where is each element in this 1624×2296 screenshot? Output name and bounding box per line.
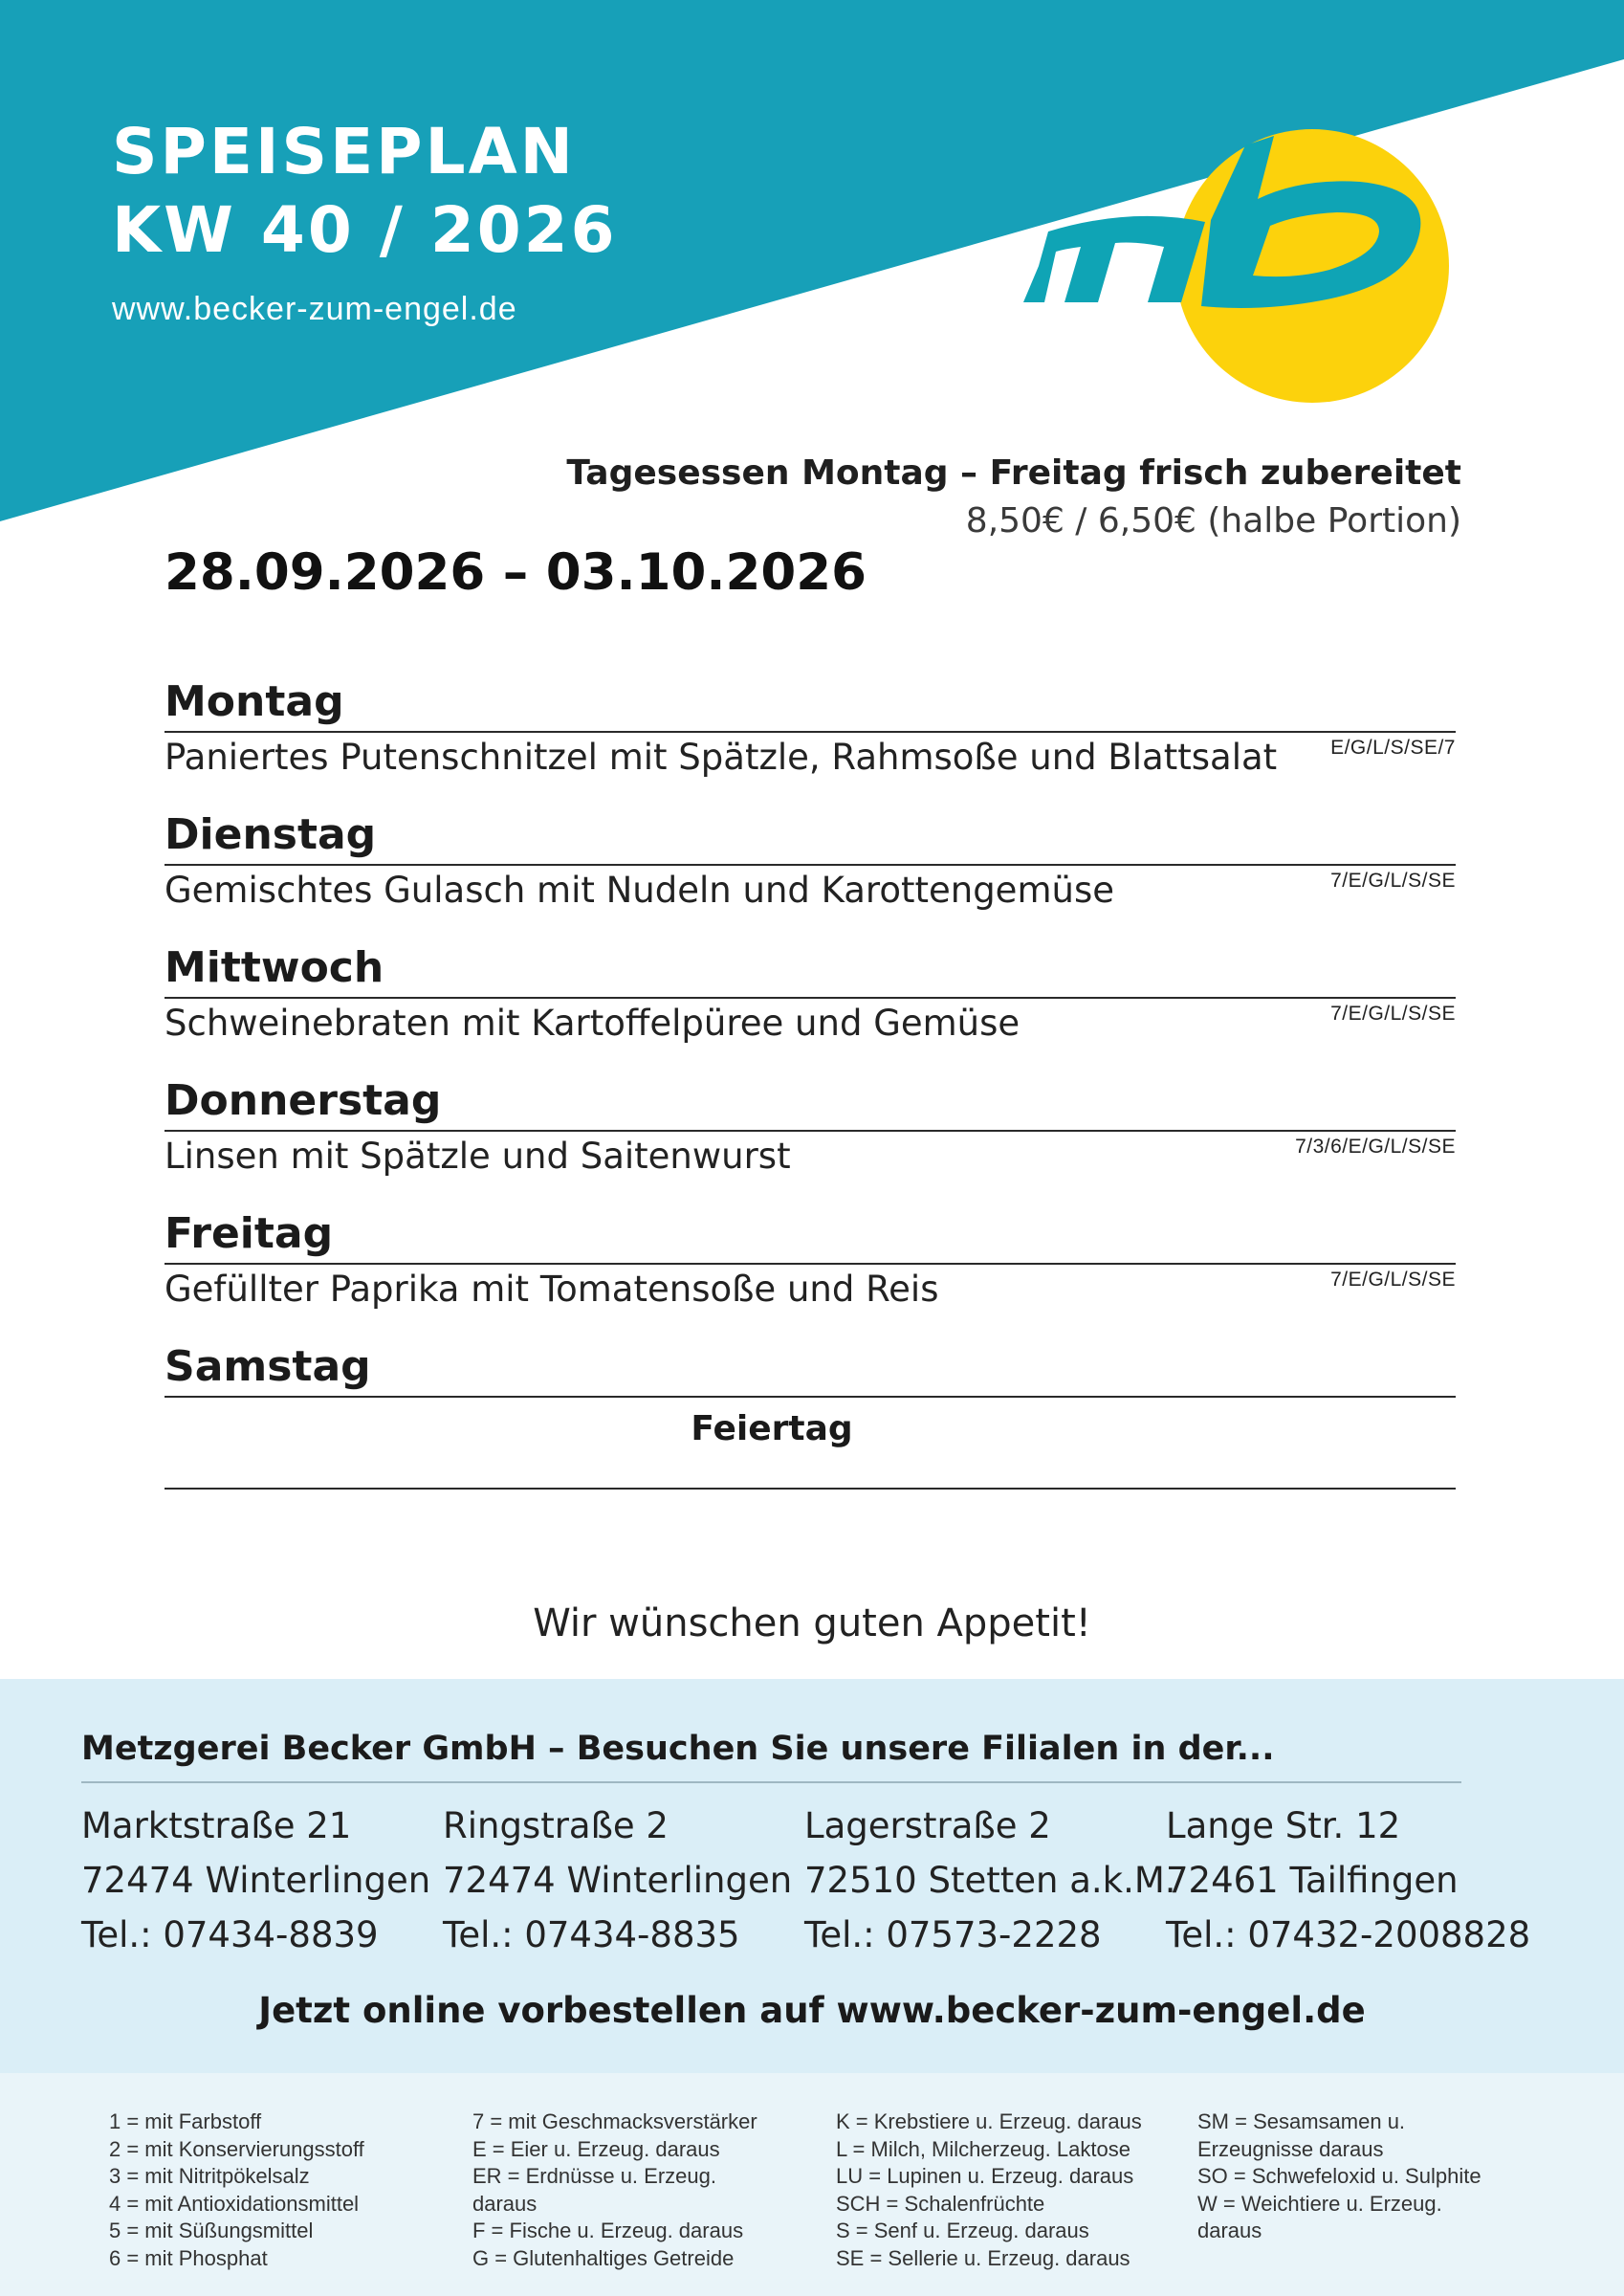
branch-marktstrasse <box>81 1799 430 1962</box>
day-dish: Linsen mit Spätzle und Saitenwurst <box>165 1136 791 1177</box>
day-thursday <box>165 1076 1456 1177</box>
branch-lagerstrasse <box>804 1799 1176 1962</box>
day-allergens: E/G/L/S/SE/7 <box>1330 737 1456 759</box>
branch-city: 72474 Winterlingen <box>443 1860 793 1901</box>
branch-street: Lange Str. 12 <box>1166 1805 1401 1846</box>
legend-item: 6 = mit Phosphat <box>109 2245 268 2270</box>
offer-price: 8,50€ / 6,50€ (halbe Portion) <box>965 501 1461 541</box>
branch-city: 72461 Tailfingen <box>1166 1860 1459 1901</box>
branch-phone[interactable]: Tel.: 07434-8835 <box>443 1914 740 1955</box>
day-divider <box>165 864 1456 866</box>
legend-item: K = Krebstiere u. Erzeug. daraus <box>836 2109 1142 2133</box>
day-divider <box>165 731 1456 733</box>
menu-bottom-divider <box>165 1488 1456 1490</box>
legend-item: ER = Erdnüsse u. Erzeug. <box>472 2164 716 2188</box>
day-dish: Gefüllter Paprika mit Tomatensoße und Reis <box>165 1269 939 1310</box>
legend-item: SE = Sellerie u. Erzeug. daraus <box>836 2245 1130 2270</box>
day-allergens: 7/E/G/L/S/SE <box>1330 1003 1456 1025</box>
legend-item: W = Weichtiere u. Erzeug. <box>1197 2191 1442 2216</box>
legend-item: LU = Lupinen u. Erzeug. daraus <box>836 2164 1134 2188</box>
day-name: Donnerstag <box>165 1076 442 1125</box>
header-website[interactable]: www.becker-zum-engel.de <box>112 291 517 327</box>
legend-item: 1 = mit Farbstoff <box>109 2109 262 2133</box>
branch-phone[interactable]: Tel.: 07432-2008828 <box>1166 1914 1531 1955</box>
branch-phone[interactable]: Tel.: 07434-8839 <box>81 1914 379 1955</box>
day-divider <box>165 1396 1456 1398</box>
holiday-label: Feiertag <box>691 1409 853 1448</box>
day-dish: Schweinebraten mit Kartoffelpüree und Gemüse <box>165 1003 1020 1044</box>
day-name: Dienstag <box>165 810 377 859</box>
legend-item: 3 = mit Nitritpökelsalz <box>109 2164 310 2188</box>
legend-item: 2 = mit Konservierungsstoff <box>109 2136 364 2161</box>
day-dish: Gemischtes Gulasch mit Nudeln und Karottengemüse <box>165 870 1114 911</box>
legend-column-3 <box>836 2108 1142 2272</box>
branch-ringstrasse <box>443 1799 792 1962</box>
legend-item: L = Milch, Milcherzeug. Laktose <box>836 2136 1130 2161</box>
legend-column-2 <box>472 2108 779 2272</box>
legend-item: S = Senf u. Erzeug. daraus <box>836 2219 1089 2242</box>
day-wednesday <box>165 943 1456 1044</box>
day-saturday <box>165 1342 1456 1448</box>
day-name: Montag <box>165 677 344 726</box>
legend-item: E = Eier u. Erzeug. daraus <box>472 2136 720 2161</box>
day-allergens: 7/E/G/L/S/SE <box>1330 870 1456 892</box>
legend-item: G = Glutenhaltiges Getreide <box>472 2245 735 2270</box>
legend-column-1 <box>109 2108 415 2272</box>
legend-item: SCH = Schalenfrüchte <box>836 2191 1045 2216</box>
branch-street: Lagerstraße 2 <box>804 1805 1051 1846</box>
legend-item: SO = Schwefeloxid u. Sulphite <box>1197 2164 1481 2188</box>
legend-item: 5 = mit Süßungsmittel <box>109 2219 314 2242</box>
legend-item: daraus <box>1197 2219 1262 2242</box>
offer-headline: Tagesessen Montag – Freitag frisch zubereitet <box>566 453 1461 493</box>
day-divider <box>165 997 1456 999</box>
company-divider <box>81 1781 1461 1783</box>
branch-city: 72474 Winterlingen <box>81 1860 431 1901</box>
day-allergens: 7/E/G/L/S/SE <box>1330 1269 1456 1291</box>
day-name: Mittwoch <box>165 943 384 992</box>
branch-street: Marktstraße 21 <box>81 1805 352 1846</box>
page-title-line2: KW 40 / 2026 <box>112 193 618 267</box>
legend-column-4 <box>1197 2108 1503 2245</box>
legend-item: F = Fische u. Erzeug. daraus <box>472 2219 744 2242</box>
branch-phone[interactable]: Tel.: 07573-2228 <box>804 1914 1102 1955</box>
online-order-link[interactable]: Jetzt online vorbestellen auf www.becker-zum-engel.de <box>258 1990 1366 2031</box>
daily-offer <box>566 450 1461 545</box>
legend-item: 7 = mit Geschmacksverstärker <box>472 2109 757 2133</box>
mb-logo <box>1023 124 1473 430</box>
branch-street: Ringstraße 2 <box>443 1805 669 1846</box>
legend-item: SM = Sesamsamen u. <box>1197 2109 1406 2133</box>
branch-city: 72510 Stetten a.k.M. <box>804 1860 1176 1901</box>
legend-item: 4 = mit Antioxidationsmittel <box>109 2191 360 2216</box>
day-divider <box>165 1263 1456 1265</box>
day-name: Samstag <box>165 1342 371 1391</box>
company-heading: Metzgerei Becker GmbH – Besuchen Sie unsere Filialen in der... <box>81 1730 1275 1768</box>
day-monday <box>165 677 1456 778</box>
legend-item: Erzeugnisse daraus <box>1197 2136 1384 2161</box>
branch-lange-str <box>1166 1799 1530 1962</box>
day-friday <box>165 1209 1456 1310</box>
page-title-line1: SPEISEPLAN <box>112 115 576 188</box>
day-dish: Paniertes Putenschnitzel mit Spätzle, Rahmsoße und Blattsalat <box>165 737 1278 778</box>
closing-message: Wir wünschen guten Appetit! <box>533 1601 1091 1645</box>
day-tuesday <box>165 810 1456 911</box>
day-divider <box>165 1130 1456 1132</box>
day-allergens: 7/3/6/E/G/L/S/SE <box>1295 1136 1456 1158</box>
legend-item: daraus <box>472 2191 538 2216</box>
day-name: Freitag <box>165 1209 334 1258</box>
date-range: 28.09.2026 – 03.10.2026 <box>165 543 867 602</box>
